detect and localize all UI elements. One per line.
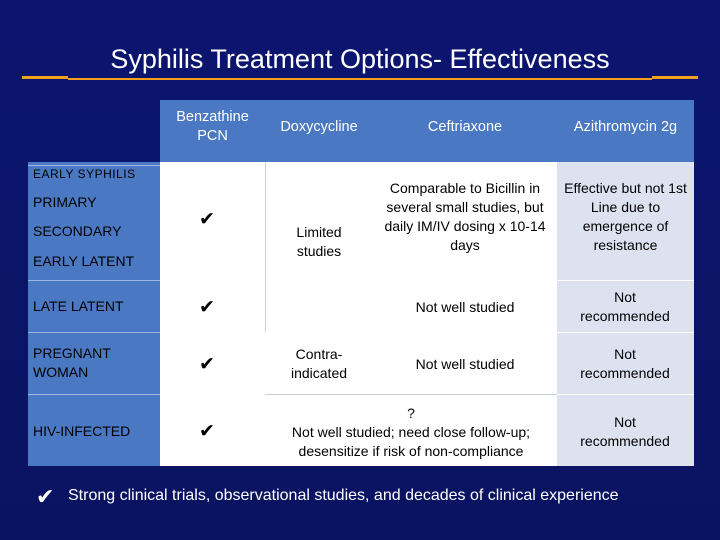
row-hiv-infected: HIV-INFECTED bbox=[33, 423, 131, 439]
azithromycin-late-not-recommended: Not recommended bbox=[580, 289, 670, 324]
title-rule bbox=[68, 78, 652, 80]
row-late-latent: LATE LATENT bbox=[33, 298, 124, 314]
azithro-divider bbox=[557, 332, 694, 333]
doxycycline-contraindicated: Contra-indicated bbox=[290, 346, 348, 381]
check-late-latent: ✔ bbox=[199, 296, 215, 318]
row-divider bbox=[28, 394, 160, 395]
hiv-question: ? bbox=[407, 405, 415, 421]
page-title: Syphilis Treatment Options- Effectiveness bbox=[110, 44, 610, 74]
footer-note: Strong clinical trials, observational studies, and decades of clinical experience bbox=[68, 487, 619, 504]
check-hiv: ✔ bbox=[199, 420, 215, 442]
title-rule-left bbox=[22, 76, 68, 79]
row-secondary: SECONDARY bbox=[33, 223, 122, 239]
row-divider bbox=[28, 332, 160, 333]
row-primary: PRIMARY bbox=[33, 194, 97, 210]
title-rule-right bbox=[652, 76, 698, 79]
ceftriaxone-pregnant-not-well-studied: Not well studied bbox=[415, 356, 515, 372]
row-divider bbox=[28, 280, 160, 281]
check-early: ✔ bbox=[199, 208, 215, 230]
azithro-divider bbox=[557, 280, 694, 281]
header-azithromycin: Azithromycin 2g bbox=[573, 119, 678, 135]
ceftriaxone-late-not-well-studied: Not well studied bbox=[415, 299, 515, 315]
azithromycin-effective: Effective but not 1st Line due to emergence of resistance bbox=[564, 180, 687, 253]
check-pregnant: ✔ bbox=[199, 353, 215, 375]
header-ceftriaxone: Ceftriaxone bbox=[427, 119, 503, 135]
azithromycin-hiv-not-recommended: Not recommended bbox=[580, 414, 670, 449]
azithromycin-pregnant-not-recommended: Not recommended bbox=[580, 346, 670, 381]
doxycycline-limited-studies: Limited studies bbox=[296, 224, 342, 259]
azithro-divider bbox=[557, 394, 694, 395]
header-penicillin: Benzathine PCN bbox=[176, 109, 249, 144]
row-early-latent: EARLY LATENT bbox=[33, 253, 135, 269]
ceftriaxone-comparable: Comparable to Bicillin in several small studies, but daily IM/IV dosing x 10-14 days bbox=[384, 180, 546, 253]
header-doxycycline: Doxycycline bbox=[280, 119, 358, 135]
row-pregnant-woman: PREGNANT WOMAN bbox=[33, 345, 111, 380]
footer-check-icon: ✔ bbox=[36, 485, 55, 510]
row-early-syphilis: EARLY SYPHILIS bbox=[33, 167, 136, 181]
hiv-note: Not well studied; need close follow-up; desensitize if risk of non-compliance bbox=[291, 424, 531, 459]
